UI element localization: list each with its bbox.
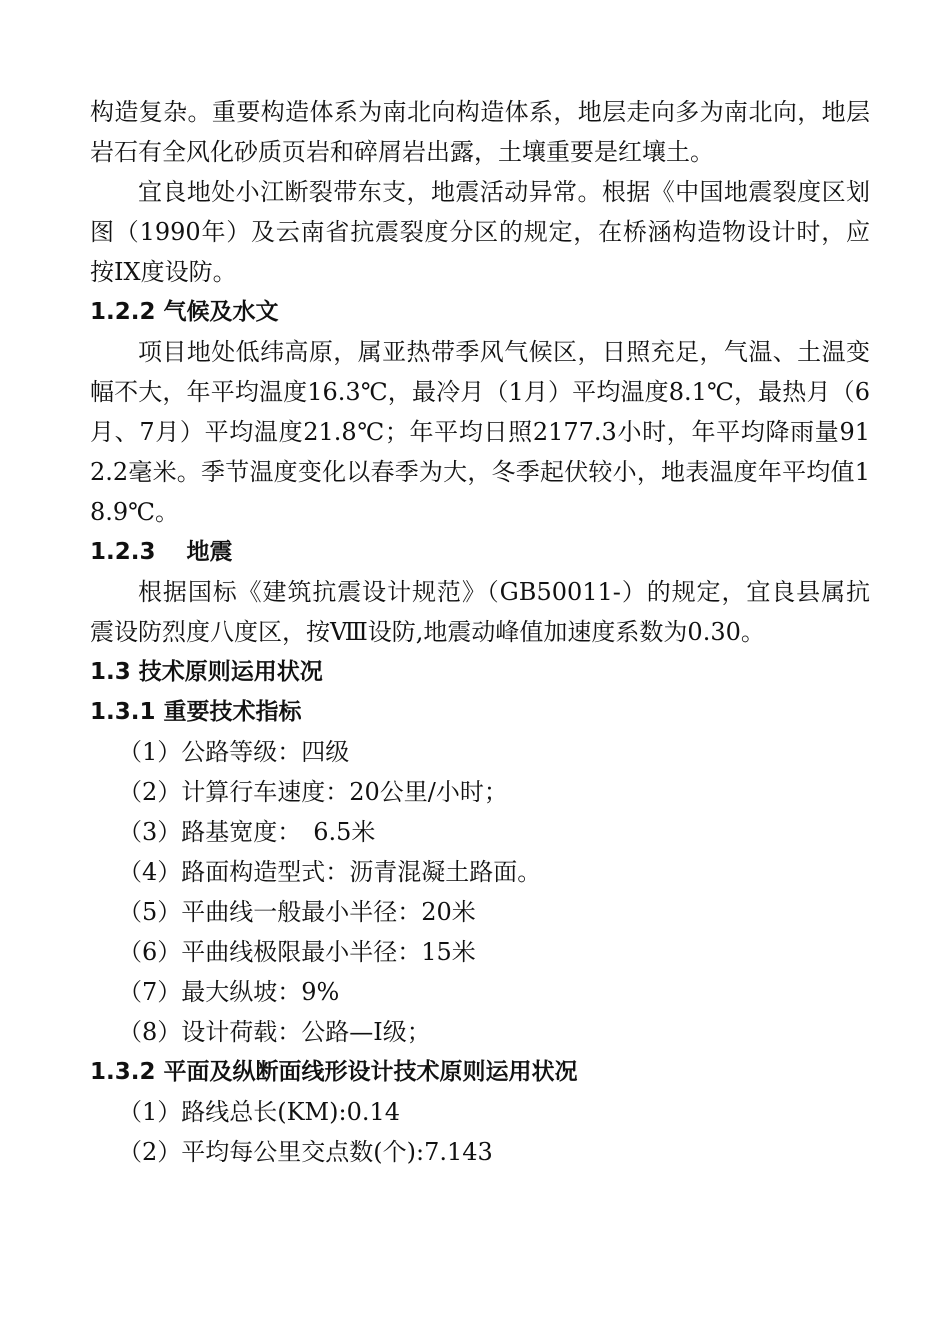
indicator-item: （2）计算行车速度：20公里/小时； — [118, 778, 508, 806]
indicator-item: （4）路面构造型式：沥青混凝土路面。 — [118, 858, 542, 886]
alignment-item: （2）平均每公里交点数(个):7.143 — [118, 1138, 493, 1166]
indicator-item: （3）路基宽度： 6.5米 — [118, 818, 376, 846]
heading-technical-standards: 1.3 技术原则运用状况 — [90, 659, 323, 685]
document-page — [90, 92, 870, 1172]
indicator-item: （8）设计荷载：公路—Ⅰ级； — [118, 1018, 431, 1046]
heading-climate-hydrology: 1.2.2 气候及水文 — [90, 299, 279, 325]
paragraph-geology: 构造复杂。重要构造体系为南北向构造体系，地层走向多为南北向，地层岩石有全风化砂质页岩和碎屑岩出露，土壤重要是红壤土。 — [90, 98, 870, 166]
paragraph-earthquake: 根据国标《建筑抗震设计规范》（GB50011-）的规定，宜良县属抗震设防烈度八度区，按Ⅷ设防,地震动峰值加速度系数为0.30。 — [90, 578, 870, 646]
indicator-item: （5）平曲线一般最小半径：20米 — [118, 898, 476, 926]
indicator-item: （7）最大纵坡：9% — [118, 978, 340, 1006]
paragraph-seismic-zoning: 宜良地处小江断裂带东支，地震活动异常。根据《中国地震裂度区划图（1990年）及云南省抗震裂度分区的规定，在桥涵构造物设计时，应按IX度设防。 — [90, 178, 870, 286]
indicator-item: （6）平曲线极限最小半径：15米 — [118, 938, 476, 966]
indicator-item: （1）公路等级：四级 — [118, 738, 350, 766]
heading-earthquake: 1.2.3 地震 — [90, 539, 233, 565]
heading-main-indicators: 1.3.1 重要技术指标 — [90, 699, 302, 725]
heading-alignment-standards: 1.3.2 平面及纵断面线形设计技术原则运用状况 — [90, 1059, 578, 1085]
alignment-item: （1）路线总长(KM):0.14 — [118, 1098, 401, 1126]
paragraph-climate: 项目地处低纬高原，属亚热带季风气候区，日照充足，气温、土温变幅不大，年平均温度16.3℃，最冷月（1月）平均温度8.1℃，最热月（6月、7月）平均温度21.8℃；年平均日照2177.3小时，年平均降雨量912.2毫米。季节温度变化以春季为大，冬季起伏较小，地表温度年平均值18.9℃。 — [90, 338, 870, 526]
